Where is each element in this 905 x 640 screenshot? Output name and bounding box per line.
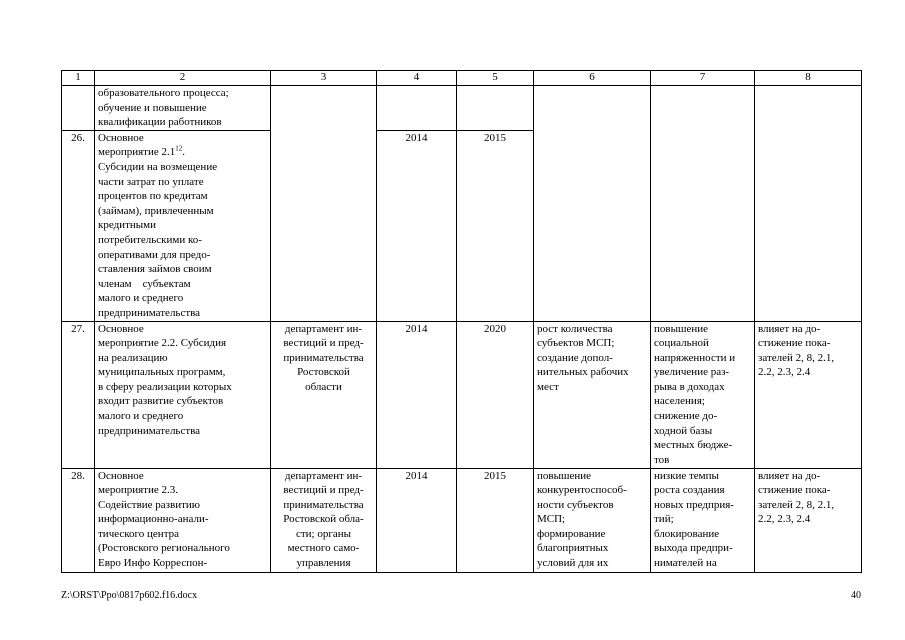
text-line: (Ростовского регионального [98, 542, 230, 555]
text-line: потребительскими ко- [98, 233, 202, 246]
column-number: 8 [755, 71, 862, 86]
consequence-cell [651, 321, 755, 468]
result-cell [534, 321, 651, 468]
text-line: местного само- [287, 542, 360, 555]
text-line: предпринимательства [98, 424, 201, 437]
document-table [61, 70, 862, 573]
measure-name-cell [95, 86, 271, 131]
text-line: благоприятных [537, 542, 609, 555]
text-line: местных бюдже- [654, 439, 733, 452]
indicator-link-cell [755, 468, 862, 572]
text-line: зателей 2, 8, 2.1, [758, 498, 835, 511]
footnote-ref: 12 [175, 144, 183, 153]
consequence-cell [651, 86, 755, 322]
row-number-cell [62, 86, 95, 131]
text-line: области [305, 380, 342, 393]
text-line: ности субъектов [537, 498, 614, 511]
text-line: стижение пока- [758, 337, 831, 350]
indicator-link-cell [755, 321, 862, 468]
end-year: 2015 [457, 468, 534, 572]
text-line: мероприятие 2.2. Субсидия [98, 337, 227, 350]
column-number: 1 [62, 71, 95, 86]
text-line: мест [537, 380, 559, 393]
text-line: формирование [537, 527, 606, 540]
text-line: Ростовской обла- [283, 513, 364, 526]
text-line: образовательного процесса; [98, 87, 229, 99]
row-number: 26. [62, 130, 95, 321]
text-line: условий для их [537, 557, 609, 570]
text-line: тического центра [98, 527, 180, 540]
executor-cell [271, 468, 377, 572]
text-line: принимательства [283, 498, 364, 511]
text-line: мероприятие 2.3. [98, 484, 179, 497]
column-number: 3 [271, 71, 377, 86]
text-line: низкие темпы [654, 469, 719, 482]
text-line: информационно-анали- [98, 513, 209, 526]
text-line: процентов по кредитам [98, 190, 208, 203]
text-line: обучение и повышение [98, 101, 207, 114]
text-line: принимательства [283, 351, 364, 364]
text-line: рост количества [537, 322, 613, 335]
text-line: ставления займов своим [98, 263, 212, 276]
text-line: Основное [98, 131, 144, 144]
table-row [62, 468, 862, 572]
text-line: нимателей на [654, 557, 717, 570]
text-line: МСП; [537, 513, 566, 526]
start-year: 2014 [377, 130, 457, 321]
indicator-link-cell [755, 86, 862, 322]
text-line: тий; [654, 513, 674, 526]
text-line: сти; органы [295, 527, 352, 540]
text-line: Субсидии на возмещение [98, 160, 218, 173]
consequence-cell [651, 468, 755, 572]
text-line: Евро Инфо Корреспон- [98, 557, 208, 570]
column-number: 4 [377, 71, 457, 86]
file-path: Z:\ORST\Ppo\0817p602.f16.docx [61, 590, 198, 601]
text-line: управления [296, 557, 351, 570]
executor-cell [271, 321, 377, 468]
end-year-cell [457, 86, 534, 131]
text-line: создание допол- [537, 351, 613, 364]
text-line: влияет на до- [758, 322, 821, 335]
row-number: 28. [62, 468, 95, 572]
text-line: снижение до- [654, 410, 718, 423]
text-line: Ростовской [297, 366, 350, 379]
text-line: предпринимательства [98, 306, 201, 319]
executor-cell [271, 86, 377, 322]
text-line: в сферу реализации которых [98, 380, 232, 393]
text-line: субъектов МСП; [537, 337, 615, 350]
text-line: 2.2, 2.3, 2.4 [758, 366, 811, 379]
text-line: стижение пока- [758, 484, 831, 497]
text-fragment: . [182, 146, 186, 159]
text-line: ходной базы [654, 424, 713, 437]
text-line: малого и среднего [98, 410, 184, 423]
text-line: блокирование [654, 527, 720, 540]
column-number: 5 [457, 71, 534, 86]
text-line: департамент ин- [284, 322, 363, 335]
text-line [98, 145, 267, 160]
text-line: части затрат по уплате [98, 175, 204, 188]
text-line: зателей 2, 8, 2.1, [758, 351, 835, 364]
text-line: новых предприя- [654, 498, 734, 511]
page-number: 40 [851, 590, 861, 601]
text-line: муниципальных программ, [98, 366, 226, 379]
text-fragment: мероприятие 2.1 [98, 146, 176, 159]
start-year: 2014 [377, 468, 457, 572]
measure-name-cell [95, 468, 271, 572]
text-line: социальной [654, 337, 709, 350]
column-number: 2 [95, 71, 271, 86]
text-line: вестиций и пред- [283, 484, 364, 497]
end-year: 2020 [457, 321, 534, 468]
column-number: 7 [651, 71, 755, 86]
text-line: тов [654, 453, 670, 466]
text-line: 2.2, 2.3, 2.4 [758, 513, 811, 526]
column-number-row [62, 71, 862, 86]
text-line: повышение [537, 469, 591, 482]
text-line: Основное [98, 469, 144, 482]
text-line: населения; [654, 395, 705, 408]
text-line: малого и среднего [98, 292, 184, 305]
text-line: влияет на до- [758, 469, 821, 482]
text-line: членам субъектам [98, 277, 191, 290]
measure-name-cell [95, 321, 271, 468]
text-line: Содействие развитию [98, 498, 201, 511]
text-line: напряженности и [654, 351, 736, 364]
result-cell [534, 86, 651, 322]
end-year: 2015 [457, 130, 534, 321]
text-line: департамент ин- [284, 469, 363, 482]
text-line: кредитными [98, 219, 156, 232]
table-row [62, 321, 862, 468]
column-number: 6 [534, 71, 651, 86]
start-year-cell [377, 86, 457, 131]
text-line: на реализацию [98, 351, 168, 364]
text-line: оперативами для предо- [98, 248, 211, 261]
text-line: роста создания [654, 484, 725, 497]
measure-name-cell [95, 130, 271, 321]
text-line: вестиций и пред- [283, 337, 364, 350]
continuation-row [62, 86, 862, 131]
row-number: 27. [62, 321, 95, 468]
result-cell [534, 468, 651, 572]
text-line: (займам), привлеченным [98, 204, 214, 217]
text-line: квалификации работников [98, 116, 222, 129]
text-line: нительных рабочих [537, 366, 629, 379]
text-line: рыва в доходах [654, 380, 725, 393]
text-line: повышение [654, 322, 708, 335]
text-line: выхода предпри- [654, 542, 733, 555]
text-line: входит развитие субъектов [98, 395, 224, 408]
text-line: увеличение раз- [654, 366, 730, 379]
text-line: Основное [98, 322, 144, 335]
text-line: конкурентоспособ- [537, 484, 627, 497]
start-year: 2014 [377, 321, 457, 468]
